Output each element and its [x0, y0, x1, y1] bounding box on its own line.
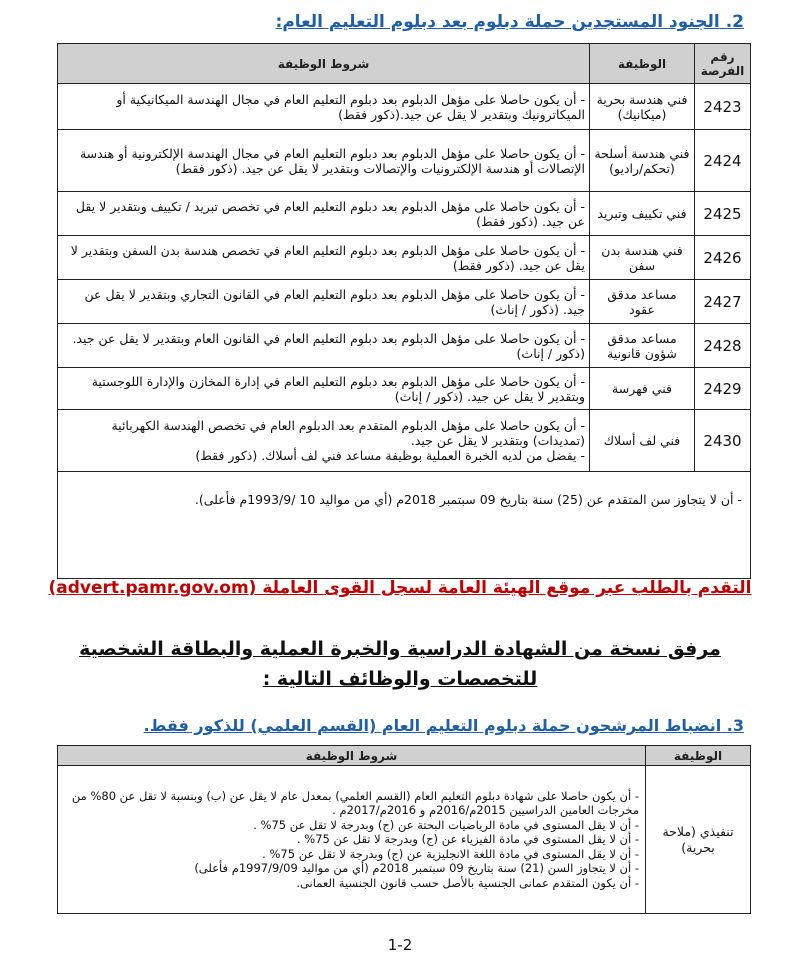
job-conditions: [58, 766, 646, 914]
job-title: فني هندسة بحرية (ميكانيك): [590, 84, 695, 130]
job-conditions: - أن يكون حاصلا على مؤهل الدبلوم بعد دبلوم التعليم العام في القانون العام وبتقدير لا يقل عن جيد. (ذكور / إناث): [58, 324, 590, 368]
section-3-title: [144, 716, 744, 735]
section-title-text: انضباط المرشحون حملة دبلوم التعليم العام (القسم العلمي) للذكور فقط.: [143, 716, 722, 735]
job-conditions: - أن يكون حاصلا على مؤهل الدبلوم بعد دبلوم التعليم العام في تخصص تبريد / تكييف وبتقدير لا يقل عن جيد. (ذكور فقط): [58, 192, 590, 236]
header-job: الوظيفة: [590, 44, 695, 84]
condition-line: - أن يكون حاصلا على شهادة دبلوم التعليم العام (القسم العلمي) بمعدل عام لا يقل عن (ب) وبنسبة لا تقل عن 80% من مخرجات العامين الدراسيين 2015م/2016م و 2016م/2017م .: [71, 789, 639, 818]
job-title: فني تكييف وتبريد: [590, 192, 695, 236]
job-conditions: - أن يكون حاصلا على مؤهل الدبلوم بعد دبلوم التعليم العام في تخصص هندسة بدن السفن وبتقدير لا يقل عن جيد. (ذكور فقط): [58, 236, 590, 280]
header-conditions: شروط الوظيفة: [58, 44, 590, 84]
condition-line: - أن يكون المتقدم عمانى الجنسية بالأصل حسب قانون الجنسية العمانى.: [296, 875, 639, 890]
table-row: [58, 280, 751, 324]
section-title-text: الجنود المستجدين حملة دبلوم بعد دبلوم التعليم العام:: [275, 12, 720, 32]
opportunity-number: 2425: [695, 192, 751, 236]
jobs-table-2: [57, 745, 751, 914]
opportunity-number: 2429: [695, 368, 751, 410]
section-2-title: [276, 12, 744, 32]
job-title: فني هندسة أسلحة (تحكم/راديو): [590, 130, 695, 192]
age-note: - أن لا يتجاوز سن المتقدم عن (25) سنة بتاريخ 09 سبتمبر 2018م (أي من مواليد 10 /1993/9م فأعلى).: [58, 472, 751, 579]
table-row: [58, 368, 751, 410]
condition-line: - أن لا يقل المستوى في مادة اللغة الانجليزية عن (ج) وبدرجة لا تقل عن 75% .: [262, 846, 639, 861]
jobs-table-1: [57, 43, 751, 579]
table-row: [58, 236, 751, 280]
header-number: رقم الفرصة: [695, 44, 751, 84]
table-row: [58, 410, 751, 472]
page-number: 1-2: [387, 936, 413, 954]
opportunity-number: 2426: [695, 236, 751, 280]
condition-line: - أن لا يقل المستوى في مادة الرياضيات البحتة عن (ج) وبدرجة لا تقل عن 75% .: [253, 817, 639, 832]
header-conditions: شروط الوظيفة: [58, 746, 646, 766]
section-number: 2.: [725, 12, 744, 32]
job-conditions: - أن يكون حاصلا على مؤهل الدبلوم بعد دبلوم التعليم العام في مجال الهندسة الميكانيكية أو الميكاترونيك وبتقدير لا يقل عن جيد.(ذكور فقط): [58, 84, 590, 130]
job-title: مساعد مدقق عقود: [590, 280, 695, 324]
table-header-row: [58, 746, 751, 766]
job-conditions: - أن يكون حاصلا على مؤهل الدبلوم بعد دبلوم التعليم العام في إدارة المخازن والإدارة اللوجستية وبتقدير لا يقل عن جيد. (ذكور / إناث): [58, 368, 590, 410]
apply-link-text: التقدم بالطلب عبر موقع الهيئة العامة لسجل القوى العاملة (advert.pamr.gov.om): [48, 578, 752, 598]
table-note-row: [58, 472, 751, 579]
opportunity-number: 2427: [695, 280, 751, 324]
job-title: تنفيذي (ملاحة بحرية): [646, 766, 751, 914]
table-row: [58, 324, 751, 368]
section-number: 3.: [726, 716, 744, 735]
attachment-heading: مرفق نسخة من الشهادة الدراسية والخبرة العملية والبطاقة الشخصية للتخصصات والوظائف التالية :: [79, 638, 721, 690]
job-title: فني لف أسلاك: [590, 410, 695, 472]
job-conditions: - أن يكون حاصلا على مؤهل الدبلوم بعد دبلوم التعليم العام في مجال الهندسة الإلكترونية أو هندسة الإتصالات أو هندسة الإلكترونيات والإتصالات وبتقدير لا يقل عن جيد. (ذكور فقط): [58, 130, 590, 192]
job-title: فني هندسة بدن سفن: [590, 236, 695, 280]
condition-line: - أن لا يتجاوز السن (21) سنة بتاريخ 09 سبتمبر 2018م (أي من مواليد 1997/9/09م فأعلى): [194, 861, 639, 876]
table-row: [58, 130, 751, 192]
opportunity-number: 2423: [695, 84, 751, 130]
job-title: فني فهرسة: [590, 368, 695, 410]
table-row: [58, 84, 751, 130]
table-header-row: [58, 44, 751, 84]
table-row: [58, 766, 751, 914]
opportunity-number: 2424: [695, 130, 751, 192]
opportunity-number: 2430: [695, 410, 751, 472]
job-title: مساعد مدقق شؤون قانونية: [590, 324, 695, 368]
condition-line: - أن لا يقل المستوى في مادة الفيزياء عن (ج) وبدرجة لا تقل عن 75% .: [296, 832, 639, 847]
header-job: الوظيفة: [646, 746, 751, 766]
opportunity-number: 2428: [695, 324, 751, 368]
job-conditions: - أن يكون حاصلا على مؤهل الدبلوم بعد دبلوم التعليم العام في القانون التجاري وبتقدير لا يقل عن جيد. (ذكور / إناث): [58, 280, 590, 324]
job-conditions: - أن يكون حاصلا على مؤهل الدبلوم المتقدم بعد الدبلوم العام في تخصص الهندسة الكهربائية (تمديدات) وبتقدير لا يقل عن جيد. - يفضل من لديه الخبرة العملية بوظيفة مساعد فني لف أسلاك. (ذكور فقط): [58, 410, 590, 472]
table-row: [58, 192, 751, 236]
